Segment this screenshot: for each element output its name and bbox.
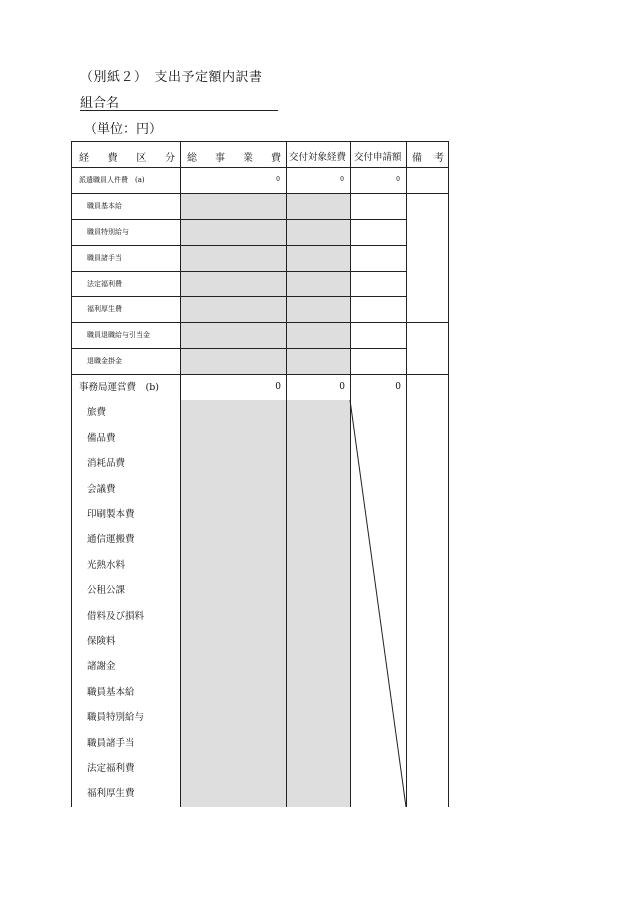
header-char: 費 <box>107 153 118 164</box>
header-requested: 交付申請額 <box>354 152 402 163</box>
shaded-area-b-total <box>180 400 286 807</box>
header-char: 業 <box>243 153 253 164</box>
section-b-item: 保険料 <box>87 636 116 647</box>
section-a-item: 職員特別給与 <box>87 228 129 236</box>
section-a-eligible-value[interactable]: 0 <box>340 176 344 183</box>
section-b-item: 借料及び損料 <box>87 611 145 622</box>
row-rule <box>71 271 407 272</box>
section-b-rule <box>71 374 449 375</box>
shaded-area-a-total <box>180 193 286 374</box>
table-border-top <box>71 141 449 142</box>
column-divider-2 <box>286 141 287 807</box>
shaded-area-b-eligible <box>286 400 350 807</box>
column-divider-1 <box>180 141 181 807</box>
header-char: 経 <box>79 153 89 164</box>
section-a-total-value[interactable]: 0 <box>276 176 280 183</box>
header-eligible: 交付対象経費 <box>289 152 347 163</box>
section-b-requested-value[interactable]: 0 <box>395 382 401 392</box>
header-category <box>79 149 175 164</box>
section-b-item: 福利厚生費 <box>87 788 135 799</box>
row-rule <box>71 245 407 246</box>
section-b-item: 光熱水料 <box>87 560 126 571</box>
welfare-group-rule <box>71 322 449 323</box>
header-char: 分 <box>164 153 175 164</box>
section-b-item: 諸謝金 <box>87 661 116 672</box>
header-char: 備 <box>412 153 422 164</box>
section-b-item: 公租公課 <box>87 585 126 596</box>
section-b-item: 会議費 <box>87 484 116 495</box>
row-rule <box>71 296 407 297</box>
section-b-item: 印刷製本費 <box>87 509 135 520</box>
table-border-right <box>448 141 449 807</box>
section-b-item: 職員諸手当 <box>87 738 135 749</box>
section-a-item: 職員基本給 <box>87 202 122 210</box>
row-rule <box>71 219 407 220</box>
header-bottom-rule <box>71 167 449 168</box>
section-b-item: 職員特別給与 <box>87 712 145 723</box>
section-b-item: 職員基本給 <box>87 687 135 698</box>
section-a-item: 福利厚生費 <box>87 305 122 313</box>
section-b-item: 旅費 <box>87 407 107 418</box>
header-total <box>187 149 281 164</box>
org-name-field[interactable] <box>80 92 278 111</box>
section-b-total-value[interactable]: 0 <box>275 382 281 392</box>
section-b-item: 法定福利費 <box>87 763 135 774</box>
section-b-item: 消耗品費 <box>87 458 126 469</box>
section-a-item: 職員諸手当 <box>87 254 122 262</box>
header-char: 総 <box>187 153 197 164</box>
section-a-item: 退職金掛金 <box>87 357 122 365</box>
document-title: （別紙２） 支出予定額内訳書 <box>80 70 263 85</box>
shaded-area-a-eligible <box>286 193 350 374</box>
not-applicable-diagonal <box>350 400 407 807</box>
header-char: 区 <box>136 153 147 164</box>
section-a-total-rule <box>71 193 449 194</box>
section-a-requested-value[interactable]: 0 <box>396 176 400 183</box>
row-rule <box>71 348 407 349</box>
header-char: 考 <box>434 153 444 164</box>
org-name-label: 組合名 <box>80 96 120 111</box>
section-a-item: 職員退職給与引当金 <box>87 331 150 339</box>
table-border-left <box>71 141 72 807</box>
header-char: 費 <box>271 153 281 164</box>
section-b-label: 事務局運営費 (b) <box>79 382 159 393</box>
section-b-item: 通信運搬費 <box>87 534 135 545</box>
unit-note: （単位：円） <box>84 122 163 137</box>
budget-breakdown-table <box>71 141 449 807</box>
section-b-eligible-value[interactable]: 0 <box>339 382 345 392</box>
header-remarks <box>412 149 444 164</box>
header-char: 事 <box>215 153 225 164</box>
section-a-label: 派遣職員人件費 (a) <box>79 176 145 184</box>
section-a-item: 法定福利費 <box>87 280 122 288</box>
section-b-item: 備品費 <box>87 433 116 444</box>
